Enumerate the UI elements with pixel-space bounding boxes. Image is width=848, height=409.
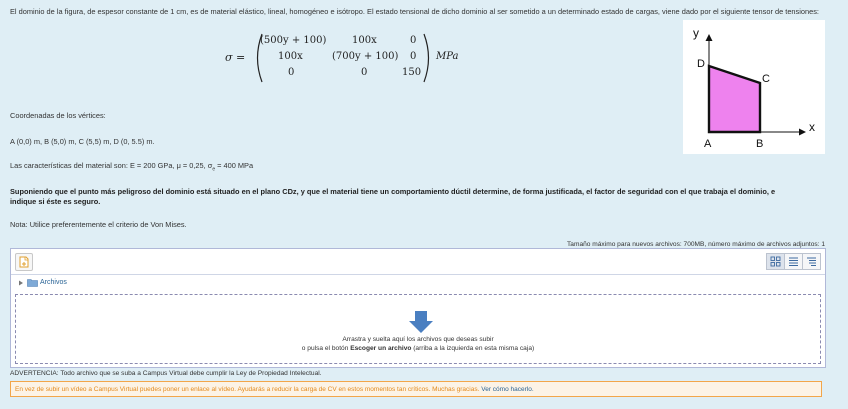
tensor-cell-12: 0: [410, 51, 417, 62]
material-suffix: = 400 MPa: [215, 161, 254, 170]
tree-icon: [803, 254, 820, 269]
tensor-cell-10: 100x: [278, 51, 303, 62]
prompt-line-2: indique si éste es seguro.: [10, 197, 101, 206]
drop-instruction-1: Arrastra y suelta aquí los archivos que deseas subir: [342, 336, 494, 343]
material-sub: e: [212, 166, 216, 173]
tensor-cell-11: (700y + 100): [332, 51, 399, 62]
tensor-cell-21: 0: [361, 67, 368, 78]
tensor-cell-01: 100x: [352, 35, 377, 46]
folder-label: Archivos: [40, 279, 67, 286]
coords-title: Coordenadas de los vértices:: [10, 111, 106, 120]
domain-figure: [683, 20, 825, 154]
y-axis-label: y: [693, 26, 699, 40]
choose-file-text: Escoger un archivo: [350, 345, 412, 352]
note: Nota: Utilice preferentemente el criterio de Von Mises.: [10, 220, 187, 229]
tensor-cell-00: (500y + 100): [260, 35, 327, 46]
vertex-label-c: C: [762, 73, 770, 85]
drop-instruction-2: [16, 345, 820, 352]
caret-right-icon: [17, 279, 25, 287]
drop-zone[interactable]: [15, 294, 821, 364]
question-intro: El dominio de la figura, de espesor constante de 1 cm, es de material elástico, lineal, homogéneo e isótropo. El estado tensional de dicho dominio al ser sometido a un determinado estado de cargas, viene dado por el siguiente tensor de tensiones:: [10, 7, 819, 16]
notice-text: En vez de subir un vídeo a Campus Virtual puedes poner un enlace al vídeo. Ayudarás a reducir la carga de CV en estos momentos tan críticos. Muchas gracias.: [15, 386, 480, 393]
x-axis-label: x: [809, 120, 815, 134]
view-switcher: [767, 253, 821, 270]
material-prefix: Las características del material son: E = 200 GPa, μ = 0,25, σ: [10, 161, 213, 170]
tensor-symbol: σ =: [225, 51, 246, 64]
folder-breadcrumb[interactable]: [17, 278, 67, 287]
view-tree-button[interactable]: [802, 253, 821, 270]
vertex-label-a: A: [704, 138, 712, 150]
download-arrow-icon: [409, 311, 433, 333]
notice-link[interactable]: Ver cómo hacerlo.: [481, 386, 534, 393]
material-properties: [10, 161, 253, 174]
copyright-warning: ADVERTENCIA: Todo archivo que se suba a Campus Virtual debe cumplir la Ley de Propiedad Intelectual.: [10, 370, 322, 377]
vertex-label-d: D: [697, 58, 705, 70]
stress-tensor: [225, 33, 475, 83]
right-paren: [422, 33, 434, 83]
drop-prefix: o pulsa el botón: [301, 345, 351, 352]
max-file-info: Tamaño máximo para nuevos archivos: 700MB, número máximo de archivos adjuntos: 1: [566, 241, 825, 248]
drop-suffix: (arriba a la izquierda en esta misma caja): [411, 345, 535, 352]
tensor-cell-22: 150: [402, 67, 422, 78]
grid-icon: [767, 254, 784, 269]
tensor-cell-02: 0: [410, 35, 417, 46]
view-icons-button[interactable]: [766, 253, 785, 270]
domain-shape: [709, 66, 760, 132]
add-file-icon: [16, 254, 32, 270]
file-picker: [10, 248, 826, 368]
vertex-coords: A (0,0) m, B (5,0) m, C (5,5) m, D (0, 5.5) m.: [10, 137, 155, 146]
vertex-label-b: B: [756, 138, 764, 150]
domain-diagram: [683, 20, 825, 154]
add-file-button[interactable]: [15, 253, 33, 271]
tensor-unit: MPa: [436, 51, 459, 62]
tensor-cell-20: 0: [288, 67, 295, 78]
folder-icon: [27, 278, 38, 287]
list-icon: [785, 254, 802, 269]
file-picker-toolbar: [11, 249, 825, 275]
video-notice: [10, 381, 822, 397]
prompt-line-1: Suponiendo que el punto más peligroso del dominio está situado en el plano CDz, y que el material tiene un comportamiento dúctil determine, de forma justificada, el factor de seguridad con el que trabaja el dominio, e: [10, 187, 776, 196]
view-list-button[interactable]: [784, 253, 803, 270]
